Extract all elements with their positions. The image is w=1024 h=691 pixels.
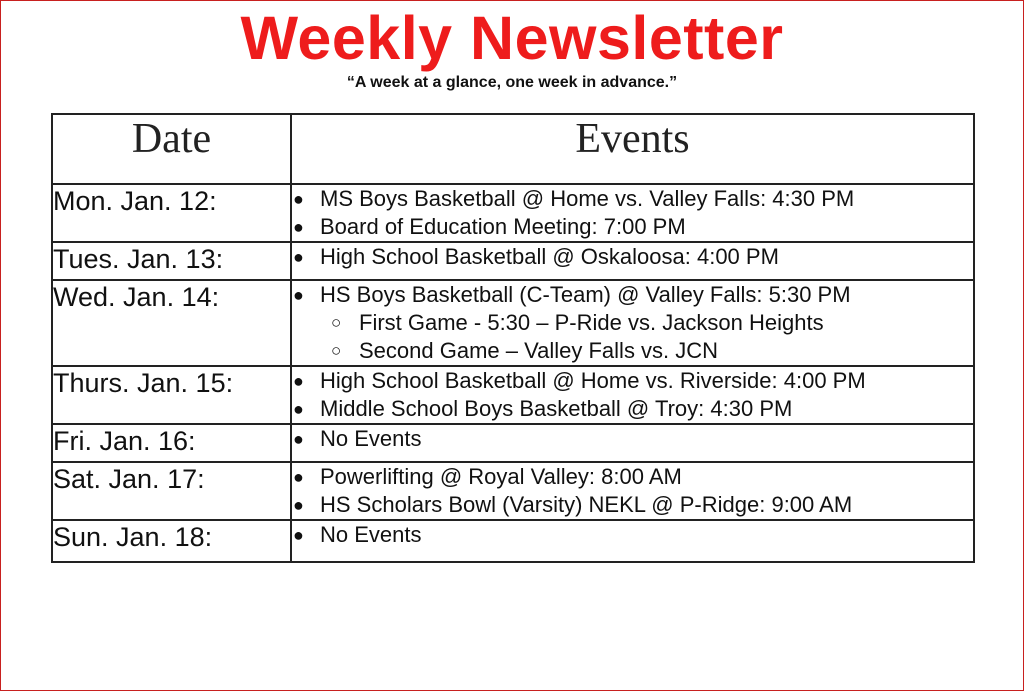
newsletter-title: Weekly Newsletter xyxy=(240,4,784,72)
bullet-icon: ● xyxy=(293,217,304,237)
row-date: Sun. Jan. 18: xyxy=(52,520,291,562)
event-text: Powerlifting @ Royal Valley: 8:00 AM xyxy=(320,464,682,489)
event-text: HS Boys Basketball (C-Team) @ Valley Falls: 5:30 PM xyxy=(320,282,851,307)
event-item xyxy=(292,425,973,453)
event-item xyxy=(292,243,973,271)
sub-event-item xyxy=(320,337,973,365)
bullet-icon: ● xyxy=(293,371,304,391)
sub-event-item xyxy=(320,309,973,337)
sub-event-text: First Game - 5:30 – P-Ride vs. Jackson Heights xyxy=(359,310,824,335)
event-item xyxy=(292,185,973,213)
column-header-events: Events xyxy=(291,114,974,184)
row-events xyxy=(291,520,974,562)
bullet-icon: ● xyxy=(293,285,304,305)
event-text: High School Basketball @ Home vs. Riverside: 4:00 PM xyxy=(320,368,866,393)
table-row xyxy=(52,462,974,520)
event-item xyxy=(292,463,973,491)
row-date: Tues. Jan. 13: xyxy=(52,242,291,280)
event-text: High School Basketball @ Oskaloosa: 4:00 PM xyxy=(320,244,779,269)
row-date: Wed. Jan. 14: xyxy=(52,280,291,366)
row-date: Thurs. Jan. 15: xyxy=(52,366,291,424)
row-date: Mon. Jan. 12: xyxy=(52,184,291,242)
table-row xyxy=(52,424,974,462)
event-item xyxy=(292,491,973,519)
event-text: Middle School Boys Basketball @ Troy: 4:30 PM xyxy=(320,396,793,421)
event-text: No Events xyxy=(320,426,422,451)
table-header-row xyxy=(52,114,974,184)
newsletter-tagline: “A week at a glance, one week in advance.” xyxy=(346,74,678,91)
bullet-icon: ● xyxy=(293,247,304,267)
row-events xyxy=(291,242,974,280)
row-events xyxy=(291,462,974,520)
row-events xyxy=(291,366,974,424)
table-row xyxy=(52,184,974,242)
event-text: No Events xyxy=(320,522,422,547)
row-events xyxy=(291,280,974,366)
table-row xyxy=(52,280,974,366)
sub-event-text: Second Game – Valley Falls vs. JCN xyxy=(359,338,719,363)
table-row xyxy=(52,520,974,562)
event-item xyxy=(292,213,973,241)
event-item xyxy=(292,395,973,423)
row-date: Fri. Jan. 16: xyxy=(52,424,291,462)
column-header-date: Date xyxy=(52,114,291,184)
event-item xyxy=(292,281,973,365)
row-events xyxy=(291,184,974,242)
bullet-icon: ● xyxy=(293,525,304,545)
event-item xyxy=(292,521,973,549)
circle-bullet-icon: ○ xyxy=(331,341,342,360)
event-text: MS Boys Basketball @ Home vs. Valley Falls: 4:30 PM xyxy=(320,186,855,211)
bullet-icon: ● xyxy=(293,399,304,419)
event-item xyxy=(292,367,973,395)
bullet-icon: ● xyxy=(293,429,304,449)
table-row xyxy=(52,242,974,280)
event-text: Board of Education Meeting: 7:00 PM xyxy=(320,214,686,239)
event-text: HS Scholars Bowl (Varsity) NEKL @ P-Ridge: 9:00 AM xyxy=(320,492,853,517)
row-date: Sat. Jan. 17: xyxy=(52,462,291,520)
circle-bullet-icon: ○ xyxy=(331,313,342,332)
row-events xyxy=(291,424,974,462)
bullet-icon: ● xyxy=(293,467,304,487)
table-row xyxy=(52,366,974,424)
bullet-icon: ● xyxy=(293,189,304,209)
schedule-table xyxy=(51,113,975,563)
bullet-icon: ● xyxy=(293,495,304,515)
